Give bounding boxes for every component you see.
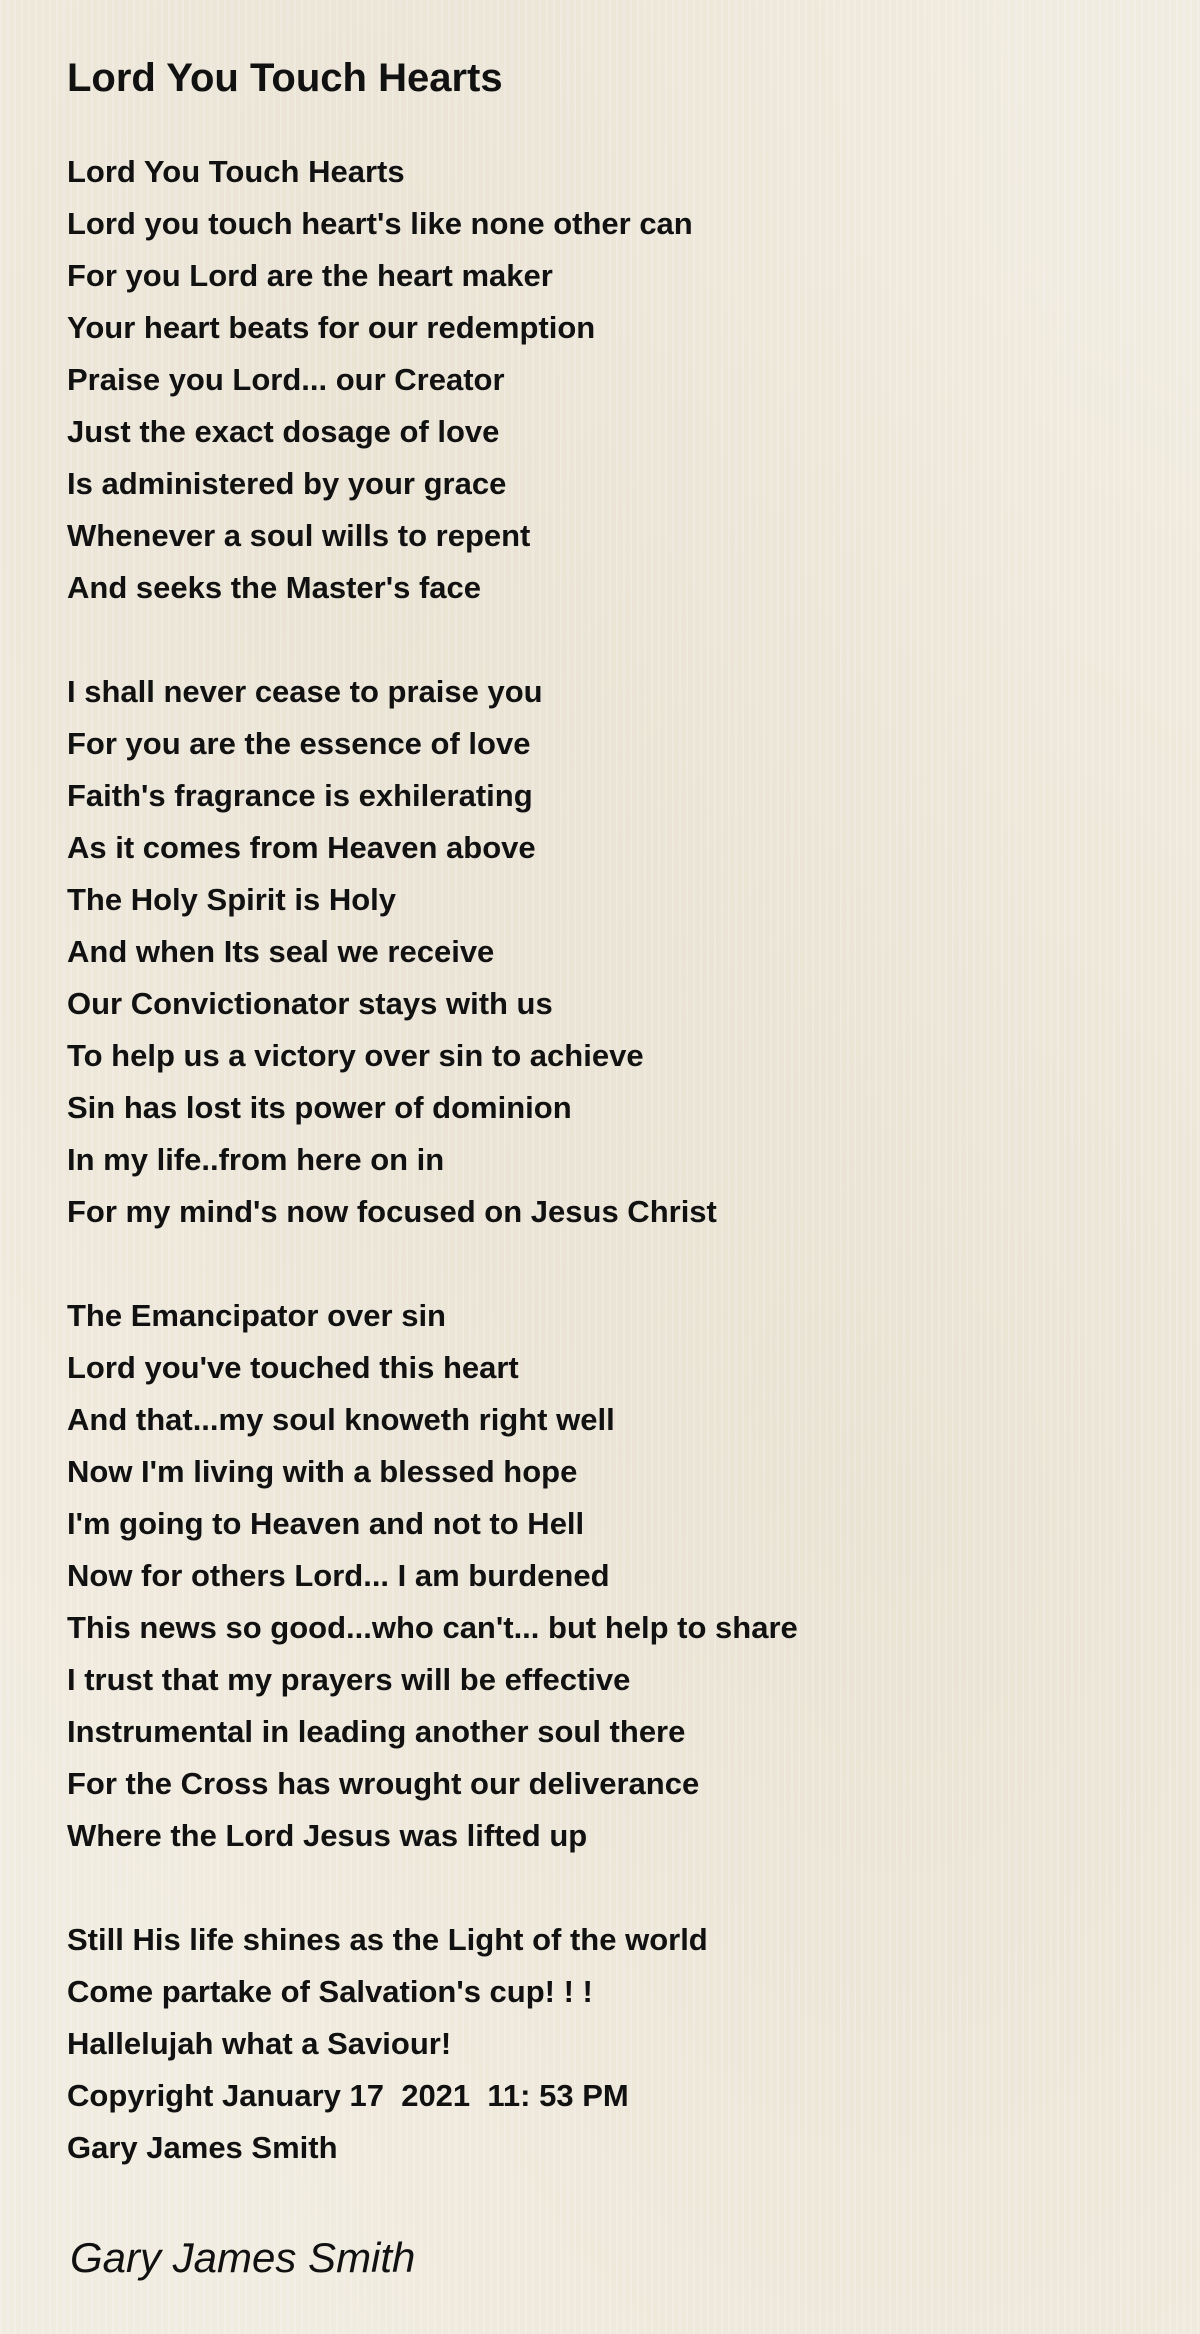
poem-stanza [67,146,1147,614]
poem-line: For you Lord are the heart maker [67,258,553,293]
poem-line: Just the exact dosage of love [67,414,500,449]
poem-line: As it comes from Heaven above [67,830,536,865]
poem-line: The Emancipator over sin [67,1298,446,1333]
poem-line: Gary James Smith [67,2130,338,2165]
poem-line: Lord you touch heart's like none other can [67,206,693,241]
poem-line: In my life..from here on in [67,1142,445,1177]
poem-line: Sin has lost its power of dominion [67,1090,572,1125]
author-signature: Gary James Smith [70,2234,416,2281]
poem-line: Our Convictionator stays with us [67,986,553,1021]
poem-line: I'm going to Heaven and not to Hell [67,1506,585,1541]
poem-line: Is administered by your grace [67,466,507,501]
poem-line: I trust that my prayers will be effective [67,1662,631,1697]
poem-line: The Holy Spirit is Holy [67,882,396,917]
poem-body [67,146,1147,2174]
poem-stanza [67,666,1147,1238]
poem-stanza [67,1290,1147,1862]
poem-line: Praise you Lord... our Creator [67,362,505,397]
poem-line: I shall never cease to praise you [67,674,543,709]
poem-line: Hallelujah what a Saviour! [67,2026,452,2061]
poem-title: Lord You Touch Hearts [67,56,503,100]
poem-line: And that...my soul knoweth right well [67,1402,615,1437]
poem-card [67,50,1147,2174]
poem-line: Copyright January 17 2021 11: 53 PM [67,2078,629,2113]
poem-line: This news so good...who can't... but help to share [67,1610,798,1645]
poem-line: For you are the essence of love [67,726,531,761]
poem-line: Still His life shines as the Light of the world [67,1922,708,1957]
poem-line: Now for others Lord... I am burdened [67,1558,610,1593]
poem-line: Instrumental in leading another soul there [67,1714,686,1749]
poem-line: For my mind's now focused on Jesus Christ [67,1194,717,1229]
poem-line: Lord you've touched this heart [67,1350,519,1385]
poem-line: Faith's fragrance is exhilerating [67,778,533,813]
poem-line: Lord You Touch Hearts [67,154,405,189]
poem-line: And when Its seal we receive [67,934,495,969]
poem-stanza [67,1914,1147,2174]
poem-line: Come partake of Salvation's cup! ! ! [67,1974,593,2009]
poem-line: For the Cross has wrought our deliverance [67,1766,700,1801]
poem-line: Where the Lord Jesus was lifted up [67,1818,588,1853]
poem-line: To help us a victory over sin to achieve [67,1038,644,1073]
poem-line: Your heart beats for our redemption [67,310,596,345]
poem-line: And seeks the Master's face [67,570,482,605]
poem-line: Whenever a soul wills to repent [67,518,531,553]
poem-line: Now I'm living with a blessed hope [67,1454,578,1489]
